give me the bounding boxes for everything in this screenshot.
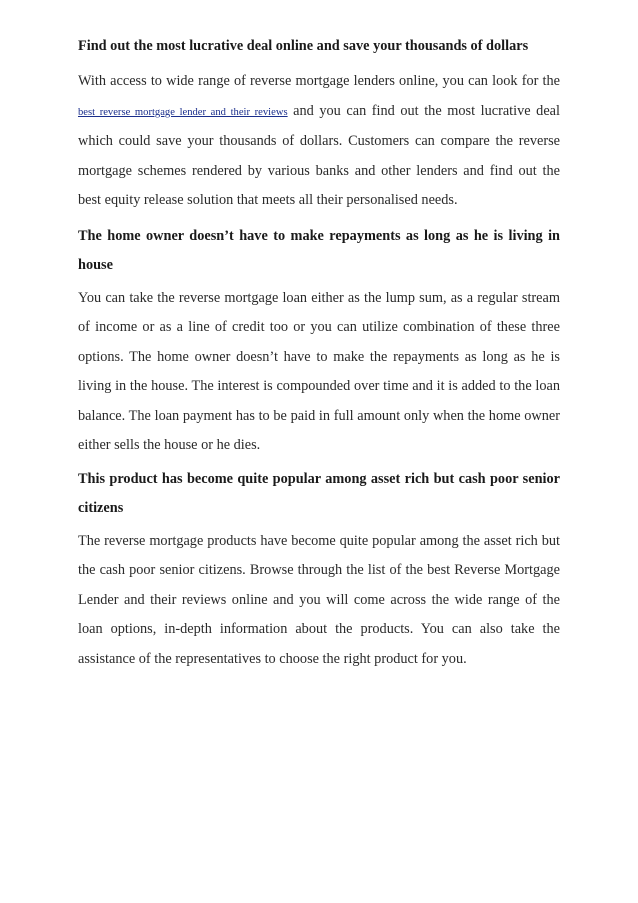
heading-popular-product: This product has become quite popular among asset rich but cash poor senior citizens: [78, 470, 560, 516]
paragraph-reverse-mortgage-lenders: [78, 67, 560, 216]
heading-lucrative-deal: Find out the most lucrative deal online and save your thousands of dollars: [78, 38, 529, 54]
paragraph-text-before-link: With access to wide range of reverse mortgage lenders online, you can look for the: [78, 73, 560, 89]
heading-no-repayments: The home owner doesn’t have to make repayments as long as he is living in house: [78, 227, 560, 273]
best-lender-reviews-link[interactable]: best reverse mortgage lender and their reviews: [78, 106, 288, 118]
paragraph-senior-citizens: The reverse mortgage products have become quite popular among the asset rich but the cash poor senior citizens. Browse through the list of the best Reverse Mortgage Lender and their reviews online and you will come across the wide range of the loan options, in-depth information about the products. You can also take the assistance of the representatives to choose the right product for you.: [78, 532, 560, 667]
document-page: [78, 34, 560, 674]
paragraph-text-after-link: and you can find out the most lucrative deal which could save your thousands of dollars. Customers can compare the reverse mortgage schemes rendered by various banks and other lenders and find out the best equity release solution that meets all their personalised needs.: [78, 102, 560, 208]
paragraph-loan-options: You can take the reverse mortgage loan either as the lump sum, as a regular stream of income or as a line of credit too or you can utilize combination of these three options. The home owner doesn’t have to make the repayments as long as he is living in the house. The interest is compounded over time and it is added to the loan balance. The loan payment has to be paid in full amount only when the home owner either sells the house or he dies.: [78, 289, 560, 453]
